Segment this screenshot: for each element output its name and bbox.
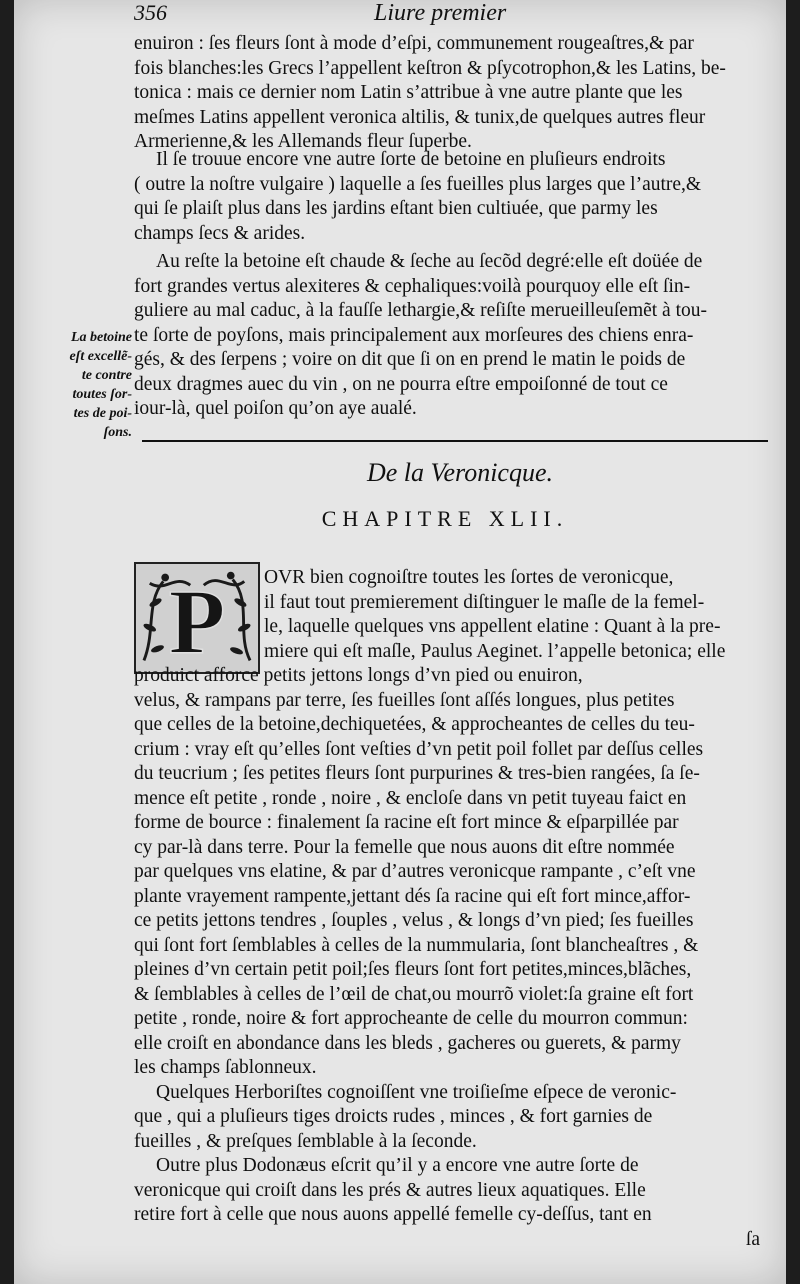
text-line: champs ſecs & arides. xyxy=(134,222,306,244)
indented-lines xyxy=(134,566,760,664)
margin-note xyxy=(54,328,132,442)
text-line: guliere au mal caduc, à la fauſſe lethargie,& reſiſte merueilleuſemẽt à tou- xyxy=(134,300,708,321)
text-line: meſmes Latins appellent veronica altilis, & tunix,de quelques autres fleur xyxy=(134,106,706,128)
text-line: iour-là, quel poiſon qu’on aye aualé. xyxy=(134,398,417,419)
text-line: que , qui a pluſieurs tiges droicts rudes , minces , & fort garnies de xyxy=(134,1106,653,1127)
text-line: qui ſe plaiſt plus dans les jardins eſtant bien cultiuée, que parmy les xyxy=(134,198,658,219)
dropcap-letter: P xyxy=(168,571,226,672)
paragraph-other-betoine xyxy=(134,148,760,246)
text-line: petite , ronde, noire & fort approcheante de celle du mourron commun: xyxy=(134,1008,688,1029)
text-line xyxy=(264,566,760,591)
text-line: retire fort à celle que nous auons appellé femelle cy-deſſus, tant en xyxy=(134,1204,652,1225)
text-line: Outre plus Dodonæus eſcrit qu’il y a encore vne autre ſorte de xyxy=(156,1155,639,1176)
page-header xyxy=(14,0,786,26)
text-line: fois blanches:les Grecs l’appellent keſtron & pſycotrophon,& les Latins, be- xyxy=(134,57,726,79)
text-line: que celles de la betoine,dechiquetées, & approcheantes de celles du teu- xyxy=(134,714,695,735)
book-page xyxy=(14,0,786,1284)
margin-note-line: tes de poi- xyxy=(73,406,132,421)
text-line: ( outre la noſtre vulgaire ) laquelle a ſes fueilles plus larges que l’autre,& xyxy=(134,173,702,195)
text-line: tonica : mais ce dernier nom Latin s’attribue à vne autre plante que les xyxy=(134,82,683,103)
text-line: les champs ſablonneux. xyxy=(134,1057,317,1078)
text-line: du teucrium ; ſes petites fleurs ſont purpurines & tres-bien rangées, ſa ſe- xyxy=(134,763,700,784)
text-line: ce petits jettons tendres , ſouples , velus , & longs d’vn pied; ſes fueilles xyxy=(134,910,694,931)
text-line: te ſorte de poyſons, mais principalement aux morſeures des chiens enra- xyxy=(134,324,694,346)
text-line: enuiron : ſes fleurs ſont à mode d’eſpi, communement rougeaſtres,& par xyxy=(134,33,694,54)
margin-note-line: te contre xyxy=(81,368,132,383)
text-line: mence eſt petite , ronde , noire , & encloſe dans vn petit tuyeau faict en xyxy=(134,787,687,809)
chapter-heading: CHAPITRE XLII. xyxy=(321,506,569,531)
page-number: 356 xyxy=(134,0,167,25)
section-title: De la Veronicque. xyxy=(366,458,554,487)
text-fragment: bien cognoiſtre toutes les ſortes de veronicque, xyxy=(305,567,674,588)
paragraph-betoine-names xyxy=(134,32,760,155)
running-title: Liure premier xyxy=(374,0,507,26)
catchword: ſa xyxy=(745,1228,760,1250)
text-line: produict afforce petits jettons longs d’vn pied ou enuiron, xyxy=(134,665,583,686)
text-line: plante vrayement rampente,jettant dés ſa racine qui eſt fort mince,affor- xyxy=(134,885,691,907)
text-line: le, laquelle quelques vns appellent elatine : Quant à la pre- xyxy=(264,616,721,637)
text-line: veronicque qui croiſt dans les prés & autres lieux aquatiques. Elle xyxy=(134,1179,646,1201)
text-line: Quelques Herboriſtes cognoiſſent vne troiſieſme eſpece de veronic- xyxy=(156,1081,677,1103)
text-line: velus, & rampans par terre, ſes fueilles ſont aſſés longues, plus petites xyxy=(134,689,675,711)
margin-note-line: La betoine xyxy=(70,330,132,345)
margin-note-line: eſt excellẽ- xyxy=(69,349,132,364)
text-line: par quelques vns elatine, & par d’autres veronicque rampante , c’eſt vne xyxy=(134,861,696,882)
lead-word: OVR xyxy=(264,567,306,588)
text-line: miere qui eſt maſle, Paulus Aeginet. l’appelle betonica; elle xyxy=(264,640,726,662)
text-line: Au reſte la betoine eſt chaude & ſeche au ſecõd degré:elle eſt doüée de xyxy=(156,251,703,272)
chapter-body xyxy=(134,566,760,1252)
text-line: forme de bource : finalement ſa racine eſt fort mince & eſparpillée par xyxy=(134,812,679,833)
text-line: qui ſont fort ſemblables à celles de la nummularia, ſont blancheaſtres , & xyxy=(134,934,699,956)
section-divider xyxy=(142,440,768,442)
text-line: crium : vray eſt qu’elles ſont veſties d’vn petit poil follet par deſſus celles xyxy=(134,738,704,760)
text-line: pleines d’vn certain petit poil;ſes fleurs ſont fort petites,minces,blãches, xyxy=(134,959,692,980)
text-line: elle croiſt en abondance dans les bleds , gacheres ou guerets, & parmy xyxy=(134,1032,681,1054)
text-line: cy par-là dans terre. Pour la femelle que nous auons dit eſtre nommée xyxy=(134,836,675,858)
text-line: Armerienne,& les Allemands fleur ſuperbe. xyxy=(134,131,472,152)
text-line: deux dragmes auec du vin , on ne pourra eſtre empoiſonné de tout ce xyxy=(134,373,668,395)
paragraph-betoine-virtues xyxy=(134,250,760,422)
margin-note-line: ſons. xyxy=(103,425,132,440)
text-line: & ſemblables à celles de l’œil de chat,ou mourrõ violet:ſa graine eſt fort xyxy=(134,983,694,1005)
text-line: gés, & des ſerpens ; voire on dit que ſi on en prend le matin le poids de xyxy=(134,349,686,370)
text-line: fueilles , & preſques ſemblable à la ſeconde. xyxy=(134,1130,477,1152)
text-line: il faut tout premierement diſtinguer le maſle de la femel- xyxy=(264,591,705,613)
margin-note-line: toutes ſor- xyxy=(72,387,132,402)
text-line: fort grandes vertus alexiteres & cephaliques:voilà pourquoy elle eſt ſin- xyxy=(134,275,691,297)
text-line: Il ſe trouue encore vne autre ſorte de betoine en pluſieurs endroits xyxy=(156,149,666,170)
